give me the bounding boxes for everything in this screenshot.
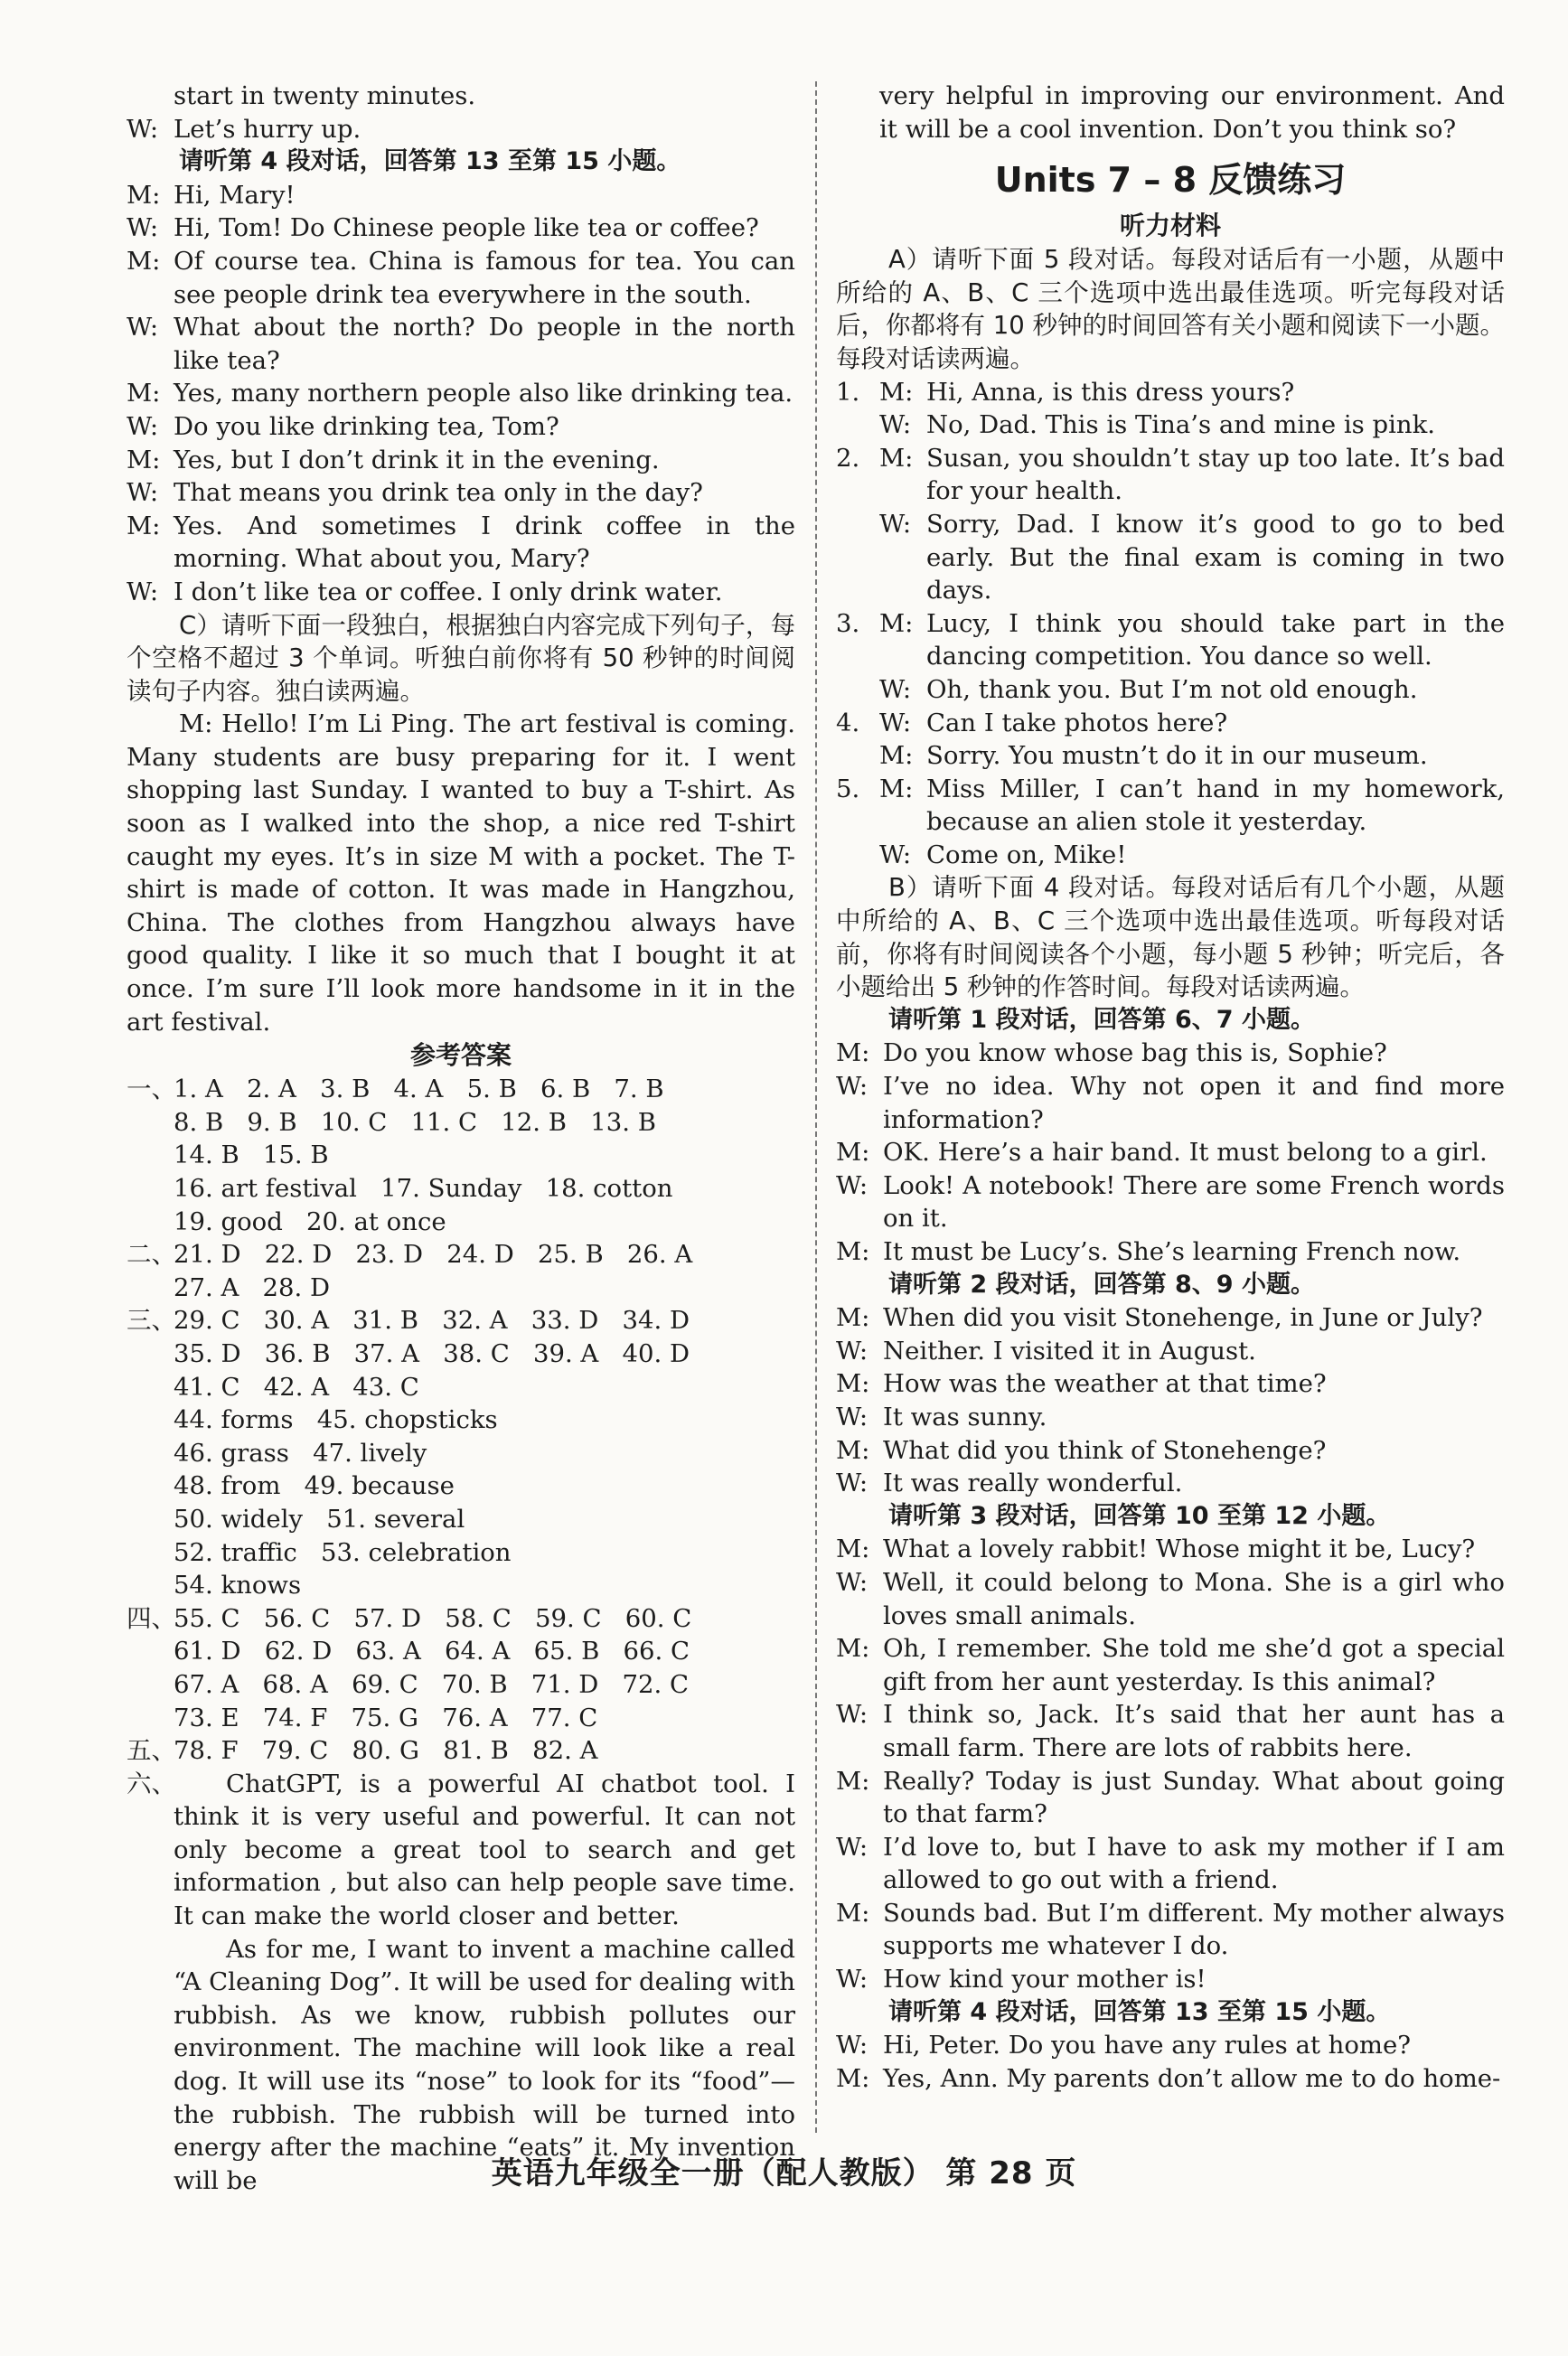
speaker-label: W: [836,1170,869,1200]
dialogue-line [836,1401,1505,1434]
dialogue-line [879,739,1505,773]
dialogue-text: I think so, Jack. It’s said that her aunt has a small farm. There are lots of rabbits here. [883,1700,1505,1762]
section-heading: 请听第 1 段对话，回答第 6、7 小题。 [888,1005,1315,1034]
answer-text: 46. grass 47. lively [174,1438,427,1468]
dialogue-line [879,408,1505,442]
right-column [836,80,1505,2095]
speaker-label: W: [879,509,912,539]
dialogue-b3 [836,1533,1505,1995]
dialogue-text: Can I take photos here? [926,708,1228,737]
question-dialogue [879,607,1505,707]
dialogue-text: I’ve no idea. Why not open it and find more information? [883,1072,1505,1134]
speaker-label: M: [127,511,161,540]
dialogue-text: No, Dad. This is Tina’s and mine is pink. [926,410,1436,440]
dialogue-line [879,773,1505,839]
speaker-label: W: [836,1072,869,1102]
dialogue-line [879,839,1505,872]
instruction-c: C）请听下面一段独白，根据独白内容完成下列句子，每个空格不超过 3 个单词。听独白前你将有 50 秒钟的时间阅读句子内容。独白读两遍。 [127,610,795,706]
speaker-label: W: [127,478,159,508]
dialogue-line [836,1897,1505,1963]
answer-row [127,1503,795,1536]
question-item [836,707,1505,773]
answer-row [127,1073,795,1106]
answer-text: 16. art festival 17. Sunday 18. cotton [174,1174,673,1203]
question-item [836,376,1505,442]
answer-section-label: 三、 [127,1306,176,1336]
question-number: 4. [836,708,860,737]
speaker-label: M: [836,1634,870,1664]
speaker-label: M: [836,2063,870,2093]
left-column [127,80,795,2197]
answer-text: 54. knows [174,1571,302,1600]
answer-section-label: 五、 [127,1736,176,1766]
dialogue-line [879,442,1505,508]
dialogue-text: Hi, Anna, is this dress yours? [926,377,1295,407]
essay-row [127,1768,795,2198]
answer-text: 27. A 28. D [174,1272,331,1302]
answer-row [127,1106,795,1140]
speaker-label: M: [836,1766,870,1796]
dialogue-line [836,1301,1505,1335]
answer-section-label: 二、 [127,1240,176,1270]
text-line: start in twenty minutes. [174,81,476,110]
dialogue-line [127,377,795,410]
dialogue-text: How kind your mother is! [883,1965,1207,1995]
answer-text: 1. A 2. A 3. B 4. A 5. B 6. B 7. B [174,1075,664,1104]
question-item [836,773,1505,872]
dialogue-text: What a lovely rabbit! Whose might it be, Lucy? [883,1535,1476,1564]
question-number: 3. [836,608,860,638]
dialogue-line [836,1335,1505,1368]
dialogue-text: I don’t like tea or coffee. I only drink water. [174,577,723,606]
answer-section-label [127,1536,174,1570]
speaker-label: W: [127,213,159,243]
dialogue-line [836,1169,1505,1235]
unit-title: Units 7 – 8 反馈练习 [994,160,1347,201]
answer-section-label [127,1403,174,1437]
dialogue-text: Yes, many northern people also like drinking tea. [174,379,793,408]
essay-paragraph-2: As for me, I want to invent a machine called “A Cleaning Dog”. It will be used for dealing with rubbish. As we know, rubbish pollutes our environment. The machine will look like a real dog. It will use its “nose” to look for its “food”—the rubbish. The rubbish will be turned into energy after the machine “eats” it. My invention will be [174,1934,795,2195]
dialogue-line [836,1566,1505,1632]
dialogue-line [836,1698,1505,1764]
dialogue-text: What did you think of Stonehenge? [883,1435,1327,1465]
dialogue-line [879,376,1505,409]
dialogue-b2 [836,1301,1505,1500]
dialogue-text: When did you visit Stonehenge, in June or July? [883,1303,1483,1333]
speaker-label: W: [836,1336,869,1366]
dialogue-text: Hi, Tom! Do Chinese people like tea or coffee? [174,213,759,243]
answer-section-label [127,1206,174,1239]
answer-text: 35. D 36. B 37. A 38. C 39. A 40. D [174,1338,690,1368]
answer-row [127,1635,795,1668]
dialogue-line [127,245,795,311]
section-heading: 请听第 4 段对话，回答第 13 至第 15 小题。 [888,1997,1391,2026]
speaker-label: M: [836,1138,870,1168]
answer-text: 78. F 79. C 80. G 81. B 82. A [174,1736,598,1766]
dialogue-line [879,508,1505,607]
answer-section-label [127,1668,174,1702]
dialogue-line [127,476,795,510]
answer-section-label [127,1469,174,1503]
speaker-label: W: [836,1832,869,1862]
answer-row [127,1536,795,1570]
speaker-label: M: [836,1435,870,1465]
dialogue-text: It must be Lucy’s. She’s learning French now. [883,1237,1461,1266]
answer-section-label: 四、 [127,1603,176,1633]
dialogue-text: OK. Here’s a hair band. It must belong to a girl. [883,1138,1488,1168]
dialogue-text: Neither. I visited it in August. [883,1336,1256,1366]
answer-row [127,1304,795,1338]
dialogue-text: Miss Miller, I can’t hand in my homework, because an alien stole it yesterday. [926,774,1505,837]
dialogue-text: What about the north? Do people in the north like tea? [174,313,795,375]
answer-row [127,1734,795,1768]
answer-row [127,1338,795,1371]
dialogue-line [836,1037,1505,1070]
essay-label: 六、 [127,1769,176,1798]
speaker-label: M: [127,180,161,210]
answer-section-label [127,1702,174,1735]
dialogue-line [836,1136,1505,1169]
dialogue-text: Oh, thank you. But I’m not old enough. [926,674,1418,704]
dialogue-text: Let’s hurry up. [174,114,361,144]
dialogue-text: Sorry. You mustn’t do it in our museum. [926,741,1428,771]
dialogue-text: Come on, Mike! [926,840,1127,869]
answer-row [127,1437,795,1470]
dialogue-text: Well, it could belong to Mona. She is a girl who loves small animals. [883,1567,1505,1630]
dialogue-line [836,1467,1505,1500]
page-footer: 英语九年级全一册（配人教版） 第 28 页 [491,2155,1077,2192]
speaker-label: M: [127,246,161,276]
answer-text: 48. from 49. because [174,1471,455,1501]
question-item [836,442,1505,607]
dialogue-4 [127,179,795,609]
dialogue-line [879,673,1505,707]
answer-text: 29. C 30. A 31. B 32. A 33. D 34. D [174,1306,690,1336]
instruction-a: A）请听下面 5 段对话。每段对话后有一小题，从题中所给的 A、B、C 三个选项中选出最佳选项。听完每段对话后，你都将有 10 秒钟的时间回答有关小题和阅读下一小题。每段对话读两遍。 [836,245,1505,373]
answer-section-label [127,1272,174,1305]
answer-text: 44. forms 45. chopsticks [174,1405,498,1435]
dialogue-line [836,1070,1505,1136]
dialogue-text: Of course tea. China is famous for tea. You can see people drink tea everywhere in the south. [174,246,795,309]
dialogue-text: Look! A notebook! There are some French words on it. [883,1170,1505,1234]
dialogue-line [836,1434,1505,1468]
dialogue-line [879,707,1505,740]
dialogue-line [127,576,795,609]
section-heading: 请听第 3 段对话，回答第 10 至第 12 小题。 [888,1501,1391,1530]
dialogue-text: It was sunny. [883,1402,1047,1431]
question-item [836,607,1505,707]
answer-text: 52. traffic 53. celebration [174,1537,512,1567]
dialogue-line [836,1831,1505,1897]
dialogue-line [836,1632,1505,1698]
essay-paragraph-1: ChatGPT, is a powerful AI chatbot tool. I think it is very useful and powerful. It can not only become a great tool to search and get information , but also can help people save time. It can make the world closer and better. [174,1769,795,1931]
question-dialogue [879,442,1505,607]
dialogue-text: Yes, but I don’t drink it in the evening. [174,445,660,474]
instruction-b: B）请听下面 4 段对话。每段对话后有几个小题，从题中所给的 A、B、C 三个选项中选出最佳选项。听每段对话前，你将有时间阅读各个小题，每小题 5 秒钟；听完后，各小题给出 5 秒钟的作答时间。每段对话读两遍。 [836,873,1505,1002]
question-number: 5. [836,774,860,803]
dialogue-line [127,510,795,576]
speaker-label: M: [836,1535,870,1564]
dialogue-line [127,410,795,444]
dialogue-text: Do you know whose bag this is, Sophie? [883,1038,1387,1068]
answer-row [127,1238,795,1272]
answer-row [127,1371,795,1404]
speaker-label: M: [879,774,914,803]
answer-row [127,1206,795,1239]
section-a [836,376,1505,872]
speaker-label: W: [836,1965,869,1995]
dialogue-text: Lucy, I think you should take part in the dancing competition. You dance so well. [926,608,1505,671]
answer-text: 61. D 62. D 63. A 64. A 65. B 66. C [174,1637,690,1666]
speaker-label: M: [836,1303,870,1333]
dialogue-text: How was the weather at that time? [883,1369,1327,1399]
answer-key [127,1073,795,1767]
speaker-label: W: [836,2031,869,2060]
dialogue-text: That means you drink tea only in the day? [174,478,703,508]
dialogue-line [836,1367,1505,1401]
dialogue-line [836,2029,1505,2062]
answer-text: 55. C 56. C 57. D 58. C 59. C 60. C [174,1603,692,1633]
dialogue-line [127,179,795,212]
speaker-label: M: [836,1038,870,1068]
answers-title: 参考答案 [409,1040,512,1071]
answer-row [127,1272,795,1305]
answer-text: 41. C 42. A 43. C [174,1372,419,1402]
dialogue-text: Yes, Ann. My parents don’t allow me to do home- [883,2063,1501,2093]
speaker-label: W: [836,1567,869,1597]
speaker-label: W: [127,411,159,441]
answer-section-label [127,1503,174,1536]
dialogue-line [127,444,795,477]
speaker-label: M: [879,443,914,473]
dialogue-text: Hi, Peter. Do you have any rules at home? [883,2031,1411,2060]
dialogue-line [836,1963,1505,1996]
question-dialogue [879,707,1505,773]
question-number: 2. [836,443,860,473]
dialogue-line [836,1235,1505,1269]
dialogue-text: Really? Today is just Sunday. What about going to that farm? [883,1766,1505,1829]
answer-section-label [127,1635,174,1668]
dialogue-line [836,2062,1505,2096]
dialogue-line [127,211,795,245]
answer-section-label [127,1139,174,1172]
answer-text: 14. B 15. B [174,1140,329,1170]
dialogue-text: It was really wonderful. [883,1469,1183,1498]
listening-title: 听力材料 [1119,211,1221,241]
speaker-label: W: [879,840,912,869]
dialogue-line [836,1533,1505,1566]
answer-text: 73. E 74. F 75. G 76. A 77. C [174,1703,598,1732]
answer-text: 67. A 68. A 69. C 70. B 71. D 72. C [174,1669,690,1699]
section-heading: 请听第 4 段对话，回答第 13 至第 15 小题。 [179,147,681,176]
speaker-label: W: [879,708,912,737]
answer-section-label [127,1371,174,1404]
speaker-label: M: [127,379,161,408]
answer-section-label [127,1338,174,1371]
speaker-label: W: [879,410,912,440]
dialogue-line [127,113,795,146]
speaker-label: W: [836,1469,869,1498]
dialogue-text: Oh, I remember. She told me she’d got a special gift from her aunt yesterday. Is this animal? [883,1634,1505,1696]
dialogue-line [127,311,795,377]
essay-continuation: very helpful in improving our environment. And it will be a cool invention. Don’t you think so? [879,81,1505,144]
dialogue-text: Sounds bad. But I’m different. My mother always supports me whatever I do. [883,1898,1505,1961]
speaker-label: M: [836,1237,870,1266]
speaker-label: W: [836,1700,869,1730]
answer-section-label [127,1437,174,1470]
answer-text: 19. good 20. at once [174,1206,446,1236]
dialogue-line [836,1765,1505,1831]
section-heading: 请听第 2 段对话，回答第 8、9 小题。 [888,1270,1315,1299]
answer-section-label: 一、 [127,1075,176,1104]
speaker-label: W: [127,313,159,343]
answer-text: 21. D 22. D 23. D 24. D 25. B 26. A [174,1240,693,1270]
answer-row [127,1702,795,1735]
speaker-label: M: [879,741,914,771]
answer-text: 8. B 9. B 10. C 11. C 12. B 13. B [174,1107,656,1137]
answer-section-label [127,1106,174,1140]
column-divider [815,81,817,2133]
dialogue-line [879,607,1505,673]
answer-section-label [127,1569,174,1602]
answer-row [127,1403,795,1437]
speaker-label: M: [127,445,161,474]
speaker-label: M: [879,377,914,407]
answer-row [127,1139,795,1172]
dialogue-text: Sorry, Dad. I know it’s good to go to bed early. But the final exam is coming in two days. [926,509,1505,605]
answer-row [127,1668,795,1702]
speaker-label: W: [127,577,159,606]
speaker-label: W: [127,114,159,144]
speaker-label: W: [836,1402,869,1431]
dialogue-text: Susan, you shouldn’t stay up too late. It’s bad for your health. [926,443,1505,506]
question-dialogue [879,773,1505,872]
question-dialogue [879,376,1505,442]
answer-section-label [127,1172,174,1206]
dialogue-text: Yes. And sometimes I drink coffee in the morning. What about you, Mary? [174,511,795,574]
speaker-label: M: [836,1898,870,1928]
answer-text: 50. widely 51. several [174,1504,465,1534]
dialogue-text: I’d love to, but I have to ask my mother if I am allowed to go out with a friend. [883,1832,1505,1895]
answer-row [127,1602,795,1636]
speaker-label: M: [836,1369,870,1399]
dialogue-b4 [836,2029,1505,2095]
monologue: M: Hello! I’m Li Ping. The art festival is coming. Many students are busy preparing for it. I went shopping last Sunday. I wanted to buy a T-shirt. As soon as I walked into the shop, a nice red T-shirt caught my eyes. It’s in size M with a pocket. The T-shirt is made of cotton. It was made in Hangzhou, China. The clothes from Hangzhou always have good quality. I like it so much that I bought it at once. I’m sure I’ll look more handsome in it in the art festival. [127,709,795,1037]
dialogue-b1 [836,1037,1505,1268]
speaker-label: M: [879,608,914,638]
answer-row [127,1569,795,1602]
speaker-label: W: [879,674,912,704]
question-number: 1. [836,377,860,407]
answer-row [127,1469,795,1503]
answer-row [127,1172,795,1206]
dialogue-text: Hi, Mary! [174,180,296,210]
dialogue-text: Do you like drinking tea, Tom? [174,411,559,441]
